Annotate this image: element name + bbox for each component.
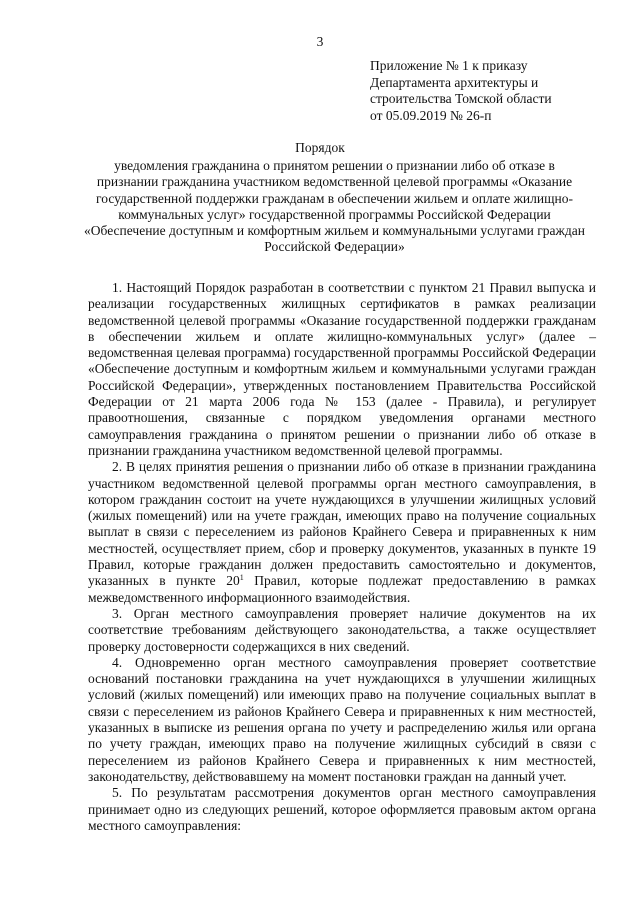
subtitle-line: коммунальных услуг» государственной программы Российской Федерации xyxy=(118,206,551,222)
paragraph-3: 3. Орган местного самоуправления проверяет наличие документов на их соответствие требованиям действующего законодательства, а также осуществляет проверку достоверности содержащихся в них сведений. xyxy=(88,605,596,654)
appendix-line: строительства Томской области xyxy=(370,91,552,106)
paragraph-1: 1. Настоящий Порядок разработан в соответствии с пунктом 21 Правил выпуска и реализации государственных жилищных сертификатов в рамках реализации ведомственной целевой программы «Оказание государственной поддержки гражданам в обеспечении жильем и оплате жилищно-коммунальных услуг» (далее – ведомственная целевая программа) государственной программы Российской Федерации «Обеспечение доступным и комфортным жильем и коммунальными услугами граждан Российской Федерации», утвержденных постановлением Правительства Российской Федерации от 21 марта 2006 года № 153 (далее - Правила), и регулирует правоотношения, связанные с порядком уведомления органами местного самоуправления гражданина о принятом решении о признании либо об отказе в признании гражданина участником ведомственной целевой программы. xyxy=(88,280,596,458)
page-number: 3 xyxy=(316,34,324,49)
document-title: Порядок xyxy=(295,140,345,155)
subtitle-line: признании гражданина участником ведомственной целевой программы «Оказание xyxy=(96,174,573,190)
document-body xyxy=(88,280,596,834)
appendix-line: Приложение № 1 к приказу xyxy=(370,58,528,73)
paragraph-5: 5. По результатам рассмотрения документов орган местного самоуправления принимает одно из следующих решений, которое оформляется правовым актом органа местного самоуправления: xyxy=(88,785,596,833)
appendix-line: Департамента архитектуры и xyxy=(370,74,539,90)
paragraph-2 xyxy=(88,459,596,606)
footnote-superscript: 1 xyxy=(239,573,244,583)
appendix-header xyxy=(370,58,610,124)
paragraph-2-text-end: Правил, которые подлежат предоставлению в рамках межведомственного информационного взаимодействия. xyxy=(88,573,596,605)
paragraph-4: 4. Одновременно орган местного самоуправления проверяет соответствие оснований постановки гражданина на учет нуждающихся в улучшении жилищных условий (жилых помещений) или имеющих право на получение социальных выплат в связи с переселением из районов Крайнего Севера и приравненных к ним местностей, указанных в выписке из решения органа по учету и распределению жилья или органа по учету граждан, имеющих право на получение жилищных субсидий в связи с переселением из районов Крайнего Севера и приравненных к ним местностей, законодательству, действовавшему на момент постановки граждан на данный учет. xyxy=(88,654,596,784)
appendix-line: от 05.09.2019 № 26-п xyxy=(370,107,492,123)
document-subtitle xyxy=(82,158,587,256)
paragraph-2-text: 2. В целях принятия решения о признании либо об отказе в признании гражданина участником ведомственной целевой программы орган местного самоуправления, в котором гражданин состоит на учете нуждающихся в улучшении жилищных условий (жилых помещений) или на учете граждан, имеющих право на получение социальных выплат в связи с переселением из районов Крайнего Севера и приравненных к ним местностей, осуществляет прием, сбор и проверку документов, указанных в пункте 19 Правил, которые гражданин должен предоставить самостоятельно и документов, указанных в пункте 20 xyxy=(88,459,596,589)
subtitle-line: Российской Федерации» xyxy=(264,239,405,255)
subtitle-line: «Обеспечение доступным и комфортным жильем и коммунальными услугами граждан xyxy=(84,223,585,239)
subtitle-line: уведомления гражданина о принятом решении о признании либо об отказе в xyxy=(114,158,555,173)
subtitle-line: государственной поддержки гражданам в обеспечении жильем и оплате жилищно- xyxy=(96,190,573,206)
